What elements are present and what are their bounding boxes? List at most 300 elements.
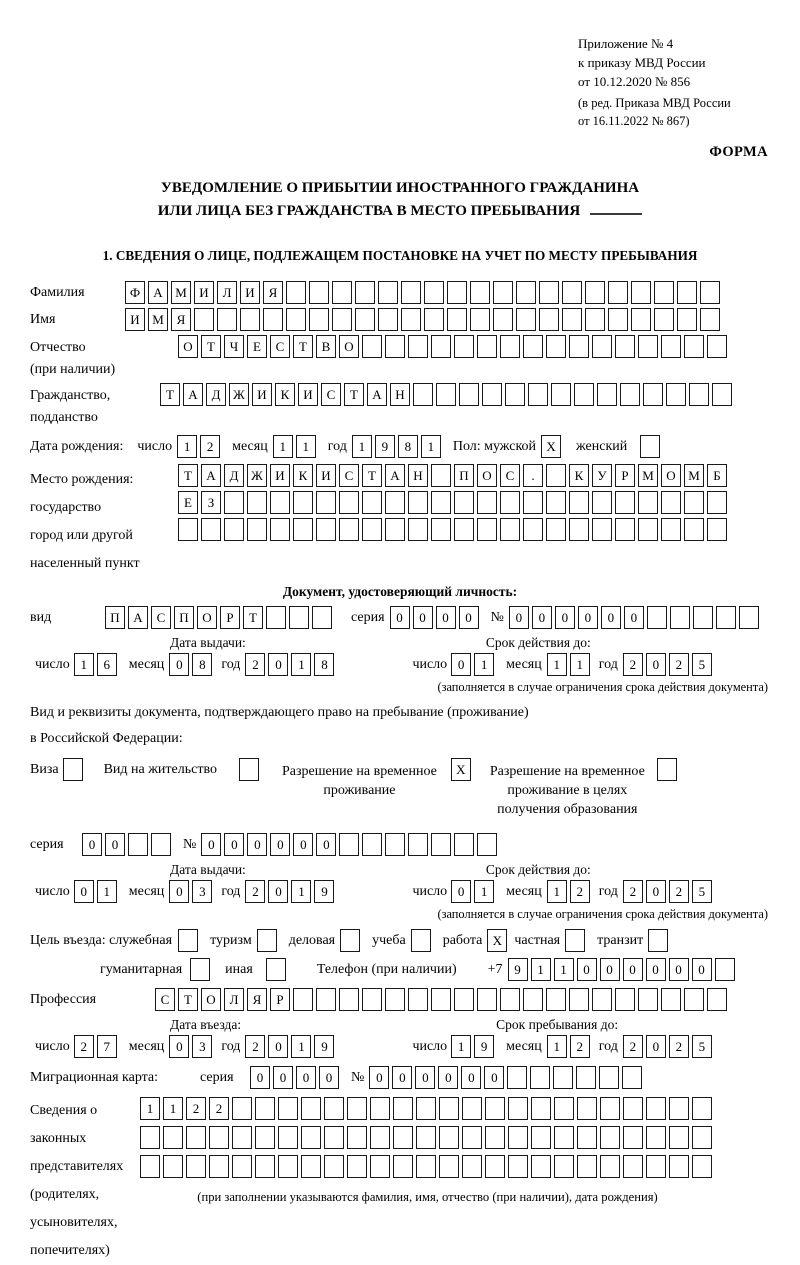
form-cell [163, 1126, 183, 1149]
purpose-official-checkbox [178, 929, 201, 952]
form-cell: С [500, 464, 520, 487]
patronymic-label: Отчество (при наличии) [30, 340, 116, 377]
form-title-line1: УВЕДОМЛЕНИЕ О ПРИБЫТИИ ИНОСТРАННОГО ГРАЖДАНИНА [160, 180, 640, 196]
form-cell [309, 281, 329, 304]
form-cell [666, 383, 686, 406]
form-cell [362, 833, 382, 856]
sex-female-checkbox [640, 435, 663, 458]
form-cell [339, 988, 359, 1011]
birth-month-cells [273, 435, 319, 458]
form-cell [278, 1097, 298, 1120]
form-cell [546, 988, 566, 1011]
form-cell: 1 [177, 435, 197, 458]
id-expiry-note: (заполняется в случае ограничения срока действия документа) [437, 680, 768, 694]
id-issue-month-label: месяц [128, 657, 165, 672]
res-issue-year-cells [245, 880, 337, 903]
temp-residence-checkbox [451, 758, 474, 781]
form-cell [693, 606, 713, 629]
form-cell [707, 518, 727, 541]
form-cell [615, 335, 635, 358]
form-cell: Ф [125, 281, 145, 304]
form-cell: 1 [474, 880, 494, 903]
form-cell: О [201, 988, 221, 1011]
form-cell: 1 [273, 435, 293, 458]
form-cell: И [270, 464, 290, 487]
form-cell: В [316, 335, 336, 358]
form-cell [592, 335, 612, 358]
form-cell [523, 335, 543, 358]
form-cell [385, 335, 405, 358]
stay-until-header: Срок пребывания до: [496, 1017, 619, 1032]
doc-type-label: вид [30, 610, 52, 625]
form-cell [140, 1126, 160, 1149]
form-cell: 1 [421, 435, 441, 458]
form-cell: И [252, 383, 272, 406]
form-cell [301, 1155, 321, 1178]
form-cell [362, 988, 382, 1011]
res-expiry-month-label: месяц [506, 884, 542, 899]
purpose-transit-label: транзит [597, 933, 644, 948]
stay-day-cells [451, 1035, 497, 1058]
res-doc-line2: в Российской Федерации: [30, 731, 183, 746]
purpose-official-label: Цель въезда: служебная [30, 933, 173, 948]
entry-year-cells [245, 1035, 337, 1058]
form-cell [600, 1097, 620, 1120]
form-cell [436, 383, 456, 406]
form-cell [477, 988, 497, 1011]
stay-year-label: год [598, 1039, 618, 1054]
form-cell [362, 518, 382, 541]
form-cell: 0 [459, 606, 479, 629]
form-cell [385, 833, 405, 856]
form-cell [600, 1126, 620, 1149]
form-cell: А [128, 606, 148, 629]
birthplace-cells-row1 [178, 464, 730, 487]
form-cell [657, 758, 677, 781]
temp-residence-label: Разрешение на временное проживание [281, 764, 437, 798]
res-expiry-month-cells [547, 880, 593, 903]
form-cell [431, 518, 451, 541]
form-cell [516, 281, 536, 304]
form-cell [528, 383, 548, 406]
purpose-transit-checkbox [648, 929, 671, 952]
form-cell [339, 491, 359, 514]
form-cell [646, 1097, 666, 1120]
annex-edit-line: от 16.11.2022 № 867) [578, 114, 690, 128]
res-series-label: серия [30, 837, 64, 852]
form-cell [178, 518, 198, 541]
form-cell: 0 [451, 653, 471, 676]
form-cell: П [174, 606, 194, 629]
res-doc-series-row [30, 833, 770, 856]
entry-day-cells [74, 1035, 120, 1058]
identity-doc-header: Документ, удостоверяющий личность: [282, 584, 518, 599]
form-cell [700, 281, 720, 304]
form-cell [615, 491, 635, 514]
form-cell: 0 [646, 1035, 666, 1058]
form-cell [677, 308, 697, 331]
form-cell: 9 [314, 1035, 334, 1058]
form-cell [615, 518, 635, 541]
purpose-row [30, 929, 770, 952]
form-cell: Р [220, 606, 240, 629]
form-cell: Е [178, 491, 198, 514]
form-cell [454, 491, 474, 514]
form-cell [340, 929, 360, 952]
form-cell [507, 1066, 527, 1089]
form-cell: 0 [268, 1035, 288, 1058]
form-cell: 1 [547, 653, 567, 676]
form-cell: 0 [319, 1066, 339, 1089]
title-underline [590, 201, 642, 215]
id-expiry-day-cells [451, 653, 497, 676]
form-cell [385, 518, 405, 541]
form-cell: 2 [186, 1097, 206, 1120]
form-cell [643, 383, 663, 406]
form-cell [648, 929, 668, 952]
entry-date-header: Дата въезда: [170, 1017, 242, 1032]
form-cell [554, 1097, 574, 1120]
stay-day-label: число [412, 1039, 448, 1054]
purpose-row2 [30, 958, 770, 981]
res-dates-headers [30, 862, 770, 878]
section1-title: 1. СВЕДЕНИЯ О ЛИЦЕ, ПОДЛЕЖАЩЕМ ПОСТАНОВКЕ НА УЧЕТ ПО МЕСТУ ПРЕБЫВАНИЯ [102, 248, 698, 263]
form-cell [239, 758, 259, 781]
form-cell [332, 281, 352, 304]
form-cell [447, 308, 467, 331]
form-cell [424, 308, 444, 331]
phone-prefix: +7 [487, 962, 503, 977]
residence-permit-label: Вид на жительство [103, 762, 217, 777]
form-cell [622, 1066, 642, 1089]
form-cell: Т [344, 383, 364, 406]
form-cell: Д [206, 383, 226, 406]
form-cell [477, 518, 497, 541]
form-cell [546, 518, 566, 541]
form-cell: 1 [140, 1097, 160, 1120]
res-issue-day-cells [74, 880, 120, 903]
form-cell [715, 958, 735, 981]
guardians-label: Сведения о законных представителях (родителях, усыновителях, попечителях) [30, 1103, 124, 1258]
res-dates-row [30, 880, 770, 903]
stay-month-cells [547, 1035, 593, 1058]
form-cell: Л [224, 988, 244, 1011]
profession-row [30, 988, 770, 1011]
form-cell [128, 833, 148, 856]
form-cell: 0 [250, 1066, 270, 1089]
form-cell: О [197, 606, 217, 629]
form-cell [447, 281, 467, 304]
entry-month-cells [169, 1035, 215, 1058]
form-cell [289, 606, 309, 629]
form-label: ФОРМА [709, 144, 768, 160]
phone-cells [508, 958, 738, 981]
form-cell [454, 518, 474, 541]
birth-year-label: год [327, 439, 347, 454]
id-issue-year-label: год [221, 657, 241, 672]
form-cell [190, 958, 210, 981]
purpose-study-label: учеба [372, 933, 406, 948]
form-cell [324, 1155, 344, 1178]
entry-dates-headers [30, 1017, 770, 1033]
purpose-tourism-checkbox [257, 929, 280, 952]
id-expiry-year-cells [623, 653, 715, 676]
form-cell [355, 308, 375, 331]
form-cell [316, 491, 336, 514]
form-cell: 1 [296, 435, 316, 458]
form-cell [692, 1155, 712, 1178]
form-cell: 0 [247, 833, 267, 856]
form-cell: 0 [600, 958, 620, 981]
form-cell [316, 518, 336, 541]
entry-dates-row [30, 1035, 770, 1058]
form-cell [516, 308, 536, 331]
birth-year-cells [352, 435, 444, 458]
form-cell [623, 1126, 643, 1149]
form-cell [689, 383, 709, 406]
form-cell [485, 1155, 505, 1178]
form-cell: 0 [316, 833, 336, 856]
form-cell [623, 1155, 643, 1178]
patronymic-cells [178, 335, 730, 358]
form-cell: 0 [578, 606, 598, 629]
doc-number-label: № [490, 610, 504, 625]
form-cell [608, 281, 628, 304]
form-cell [240, 308, 260, 331]
form-cell [493, 308, 513, 331]
form-cell: О [339, 335, 359, 358]
purpose-other-checkbox [266, 958, 289, 981]
form-cell: 1 [531, 958, 551, 981]
form-cell: 5 [692, 653, 712, 676]
id-issue-year-cells [245, 653, 337, 676]
form-cell [209, 1126, 229, 1149]
guardians-cells-row3 [140, 1155, 715, 1178]
form-cell [339, 833, 359, 856]
form-cell: X [451, 758, 471, 781]
res-issue-month-cells [169, 880, 215, 903]
form-cell [654, 308, 674, 331]
surname-label: Фамилия [30, 285, 85, 300]
form-cell [454, 335, 474, 358]
doc-series-label: серия [351, 610, 385, 625]
residence-permit-checkbox [239, 758, 262, 781]
purpose-private-label: частная [514, 933, 561, 948]
res-number-label: № [183, 837, 197, 852]
form-cell [408, 518, 428, 541]
form-cell: 0 [461, 1066, 481, 1089]
form-cell: 0 [296, 1066, 316, 1089]
form-cell [485, 1097, 505, 1120]
form-cell [670, 606, 690, 629]
form-cell [477, 335, 497, 358]
form-cell [500, 518, 520, 541]
form-cell [408, 335, 428, 358]
form-cell: Ж [247, 464, 267, 487]
form-cell [408, 491, 428, 514]
form-cell [224, 518, 244, 541]
form-cell [661, 491, 681, 514]
form-cell [577, 1097, 597, 1120]
form-cell [684, 491, 704, 514]
form-cell [669, 1155, 689, 1178]
form-cell: 1 [163, 1097, 183, 1120]
form-cell: 0 [451, 880, 471, 903]
form-cell [309, 308, 329, 331]
form-cell [439, 1126, 459, 1149]
form-cell [355, 281, 375, 304]
form-cell [408, 988, 428, 1011]
birthplace-row [30, 464, 770, 578]
form-cell [554, 1155, 574, 1178]
res-expiry-day-cells [451, 880, 497, 903]
form-cell [324, 1097, 344, 1120]
form-cell [539, 281, 559, 304]
form-cell [362, 335, 382, 358]
form-cell [661, 988, 681, 1011]
form-cell [565, 929, 585, 952]
res-doc-type-row [30, 758, 770, 819]
form-cell [401, 308, 421, 331]
form-cell [362, 491, 382, 514]
form-cell [255, 1097, 275, 1120]
form-cell [324, 1126, 344, 1149]
guardians-cells-row2 [140, 1126, 715, 1149]
form-cell [270, 518, 290, 541]
form-cell [712, 383, 732, 406]
form-cell [462, 1155, 482, 1178]
form-cell [707, 988, 727, 1011]
form-cell [554, 1126, 574, 1149]
form-cell: 9 [375, 435, 395, 458]
form-cell: 2 [245, 1035, 265, 1058]
doc-number-cells [509, 606, 762, 629]
form-cell [257, 929, 277, 952]
purpose-private-checkbox [565, 929, 588, 952]
profession-label: Профессия [30, 992, 97, 1007]
form-cell [700, 308, 720, 331]
form-cell: 9 [508, 958, 528, 981]
form-cell: 1 [291, 653, 311, 676]
form-cell [293, 988, 313, 1011]
birthplace-label: Место рождения: государство город или другой населенный пункт [30, 472, 140, 571]
form-cell [462, 1126, 482, 1149]
form-cell [163, 1155, 183, 1178]
form-cell: А [385, 464, 405, 487]
id-issue-day-label: число [35, 657, 70, 672]
form-cell [385, 491, 405, 514]
form-cell: 1 [570, 653, 590, 676]
purpose-study-checkbox [411, 929, 434, 952]
temp-residence-edu-checkbox [657, 758, 680, 781]
birthplace-cells-row3 [178, 518, 730, 541]
form-cell: Я [247, 988, 267, 1011]
form-cell [638, 335, 658, 358]
id-expiry-month-label: месяц [506, 657, 542, 672]
form-cell [431, 833, 451, 856]
form-cell: 2 [570, 880, 590, 903]
form-cell: 0 [646, 958, 666, 981]
form-cell [569, 518, 589, 541]
temp-residence-edu-label: Разрешение на временное проживание в целях получения образования [489, 764, 645, 817]
form-cell [431, 464, 451, 487]
form-cell: 0 [268, 880, 288, 903]
form-cell [569, 988, 589, 1011]
form-cell [293, 518, 313, 541]
form-cell [562, 308, 582, 331]
form-cell [178, 929, 198, 952]
form-cell: 1 [547, 880, 567, 903]
form-cell: Н [390, 383, 410, 406]
purpose-work-checkbox [487, 929, 510, 952]
form-cell [576, 1066, 596, 1089]
form-cell: 2 [623, 1035, 643, 1058]
form-cell [669, 1126, 689, 1149]
form-cell [677, 281, 697, 304]
res-expiry-day-label: число [412, 884, 448, 899]
form-cell [439, 1155, 459, 1178]
form-cell [692, 1097, 712, 1120]
res-issue-month-label: месяц [128, 884, 165, 899]
form-cell [301, 1126, 321, 1149]
sex-female-label: женский [576, 439, 628, 454]
form-cell: Е [247, 335, 267, 358]
form-cell: 1 [451, 1035, 471, 1058]
form-cell [500, 491, 520, 514]
form-cell: X [487, 929, 507, 952]
form-cell: 8 [398, 435, 418, 458]
annex-line: Приложение № 4 [578, 36, 674, 51]
form-cell: Б [707, 464, 727, 487]
annex-edit-line: (в ред. Приказа МВД России [578, 96, 731, 110]
form-cell [316, 988, 336, 1011]
form-cell [255, 1126, 275, 1149]
annex-reference-block [578, 34, 770, 130]
form-cell: 0 [436, 606, 456, 629]
surname-cells [125, 281, 723, 304]
form-cell: Ж [229, 383, 249, 406]
form-cell: 1 [554, 958, 574, 981]
surname-row [30, 281, 770, 304]
form-cell [301, 1097, 321, 1120]
form-cell: 1 [291, 880, 311, 903]
form-cell: О [477, 464, 497, 487]
form-cell: 0 [268, 653, 288, 676]
form-cell [508, 1126, 528, 1149]
purpose-business-checkbox [340, 929, 363, 952]
form-cell [531, 1126, 551, 1149]
form-title [30, 177, 770, 223]
res-doc-line1: Вид и реквизиты документа, подтверждающего право на пребывание (проживание) [30, 705, 529, 720]
form-cell [224, 491, 244, 514]
form-cell: 2 [245, 653, 265, 676]
form-cell [393, 1155, 413, 1178]
migration-card-label: Миграционная карта: [30, 1070, 159, 1085]
form-cell [431, 335, 451, 358]
form-cell: 2 [669, 1035, 689, 1058]
form-cell [347, 1126, 367, 1149]
form-cell [592, 491, 612, 514]
form-cell [201, 518, 221, 541]
form-cell [654, 281, 674, 304]
form-cell [531, 1155, 551, 1178]
form-cell [638, 491, 658, 514]
form-cell [500, 988, 520, 1011]
form-cell: О [661, 464, 681, 487]
birthdate-row [30, 435, 770, 458]
birthdate-label: Дата рождения: [30, 439, 124, 454]
form-cell: 0 [105, 833, 125, 856]
